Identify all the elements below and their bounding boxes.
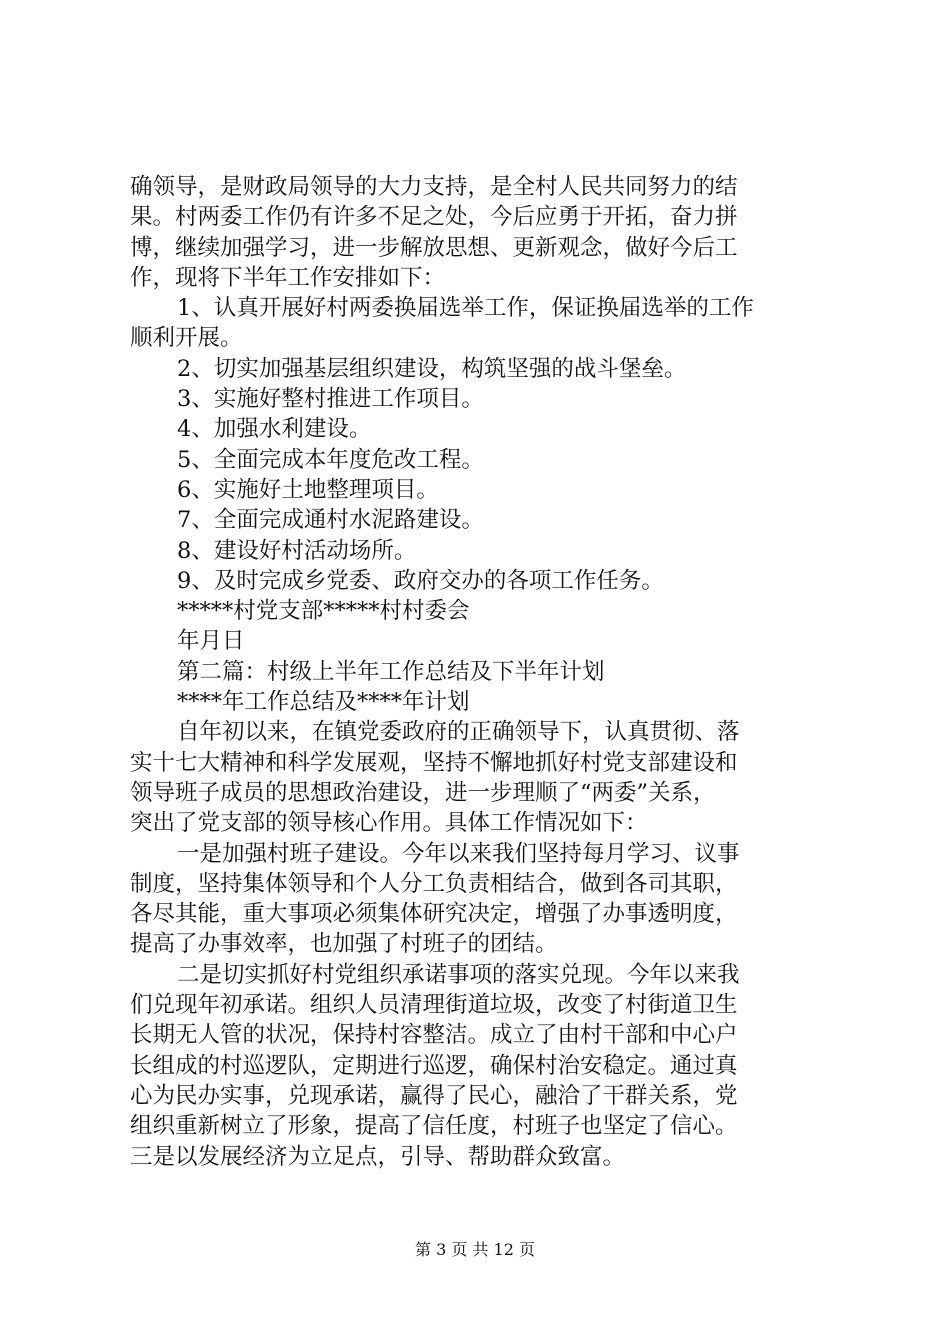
text-line: 实十七大精神和科学发展观，坚持不懈地抓好村党支部建设和 xyxy=(130,749,738,776)
text-line: 7、全面完成通村水泥路建设。 xyxy=(177,507,484,534)
text-line: 领导班子成员的思想政治建设，进一步理顺了“两委”关系， xyxy=(130,779,716,806)
text-line: 9、及时完成乡党委、政府交办的各项工作任务。 xyxy=(177,567,664,594)
text-line: 组织重新树立了形象，提高了信任度，村班子也坚定了信心。 xyxy=(130,1113,738,1140)
text-line: 突出了党支部的领导核心作用。具体工作情况如下： xyxy=(130,810,648,837)
text-line: 二是切实抓好村党组织承诺事项的落实兑现。今年以来我 xyxy=(177,961,740,988)
text-line: 长组成的村巡逻队，定期进行巡逻，确保村治安稳定。通过真 xyxy=(130,1052,738,1079)
text-line: 确领导，是财政局领导的大力支持，是全村人民共同努力的结 xyxy=(130,174,738,200)
text-line: 一是加强村班子建设。今年以来我们坚持每月学习、议事 xyxy=(177,840,740,867)
text-line: 制度，坚持集体领导和个人分工负责相结合，做到各司其职， xyxy=(130,870,738,897)
text-line: 提高了办事效率，也加强了村班子的团结。 xyxy=(130,931,558,958)
page-footer xyxy=(0,1240,950,1260)
text-line: 们兑现年初承诺。组织人员清理街道垃圾，改变了村街道卫生 xyxy=(130,992,738,1019)
text-line: 博，继续加强学习，进一步解放思想、更新观念，做好今后工 xyxy=(130,234,738,261)
text-line: 心为民办实事，兑现承诺，赢得了民心，融洽了干群关系，党 xyxy=(130,1082,738,1109)
text-line: 6、实施好土地整理项目。 xyxy=(177,476,439,503)
text-line: 4、加强水利建设。 xyxy=(177,416,372,443)
text-line: 顺利开展。 xyxy=(130,325,243,352)
text-line: 各尽其能，重大事项必须集体研究决定，增强了办事透明度， xyxy=(130,901,738,928)
document-body xyxy=(130,172,842,1172)
text-line: *****村党支部*****村村委会 xyxy=(177,598,470,625)
text-line: 1、认真开展好村两委换届选举工作，保证换届选举的工作 xyxy=(177,295,754,322)
page-number-label: 第 3 页 共 12 页 xyxy=(415,1240,535,1259)
text-line: 自年初以来，在镇党委政府的正确领导下，认真贯彻、落 xyxy=(177,719,740,746)
text-line: 三是以发展经济为立足点，引导、帮助群众致富。 xyxy=(130,1143,626,1170)
text-line: 作，现将下半年工作安排如下： xyxy=(130,264,446,291)
text-line: 8、建设好村活动场所。 xyxy=(177,537,417,564)
text-line: 第二篇：村级上半年工作总结及下半年计划 xyxy=(177,658,605,685)
text-line: 果。村两委工作仍有许多不足之处，今后应勇于开拓，奋力拼 xyxy=(130,204,738,231)
text-line: 年月日 xyxy=(177,628,245,655)
text-line: 5、全面完成本年度危改工程。 xyxy=(177,446,484,473)
text-line: 长期无人管的状况，保持村容整洁。成立了由村干部和中心户 xyxy=(130,1022,738,1049)
text-line: ****年工作总结及****年计划 xyxy=(177,689,470,716)
text-line: 3、实施好整村推进工作项目。 xyxy=(177,386,484,413)
text-line: 2、切实加强基层组织建设，构筑坚强的战斗堡垒。 xyxy=(177,355,687,382)
